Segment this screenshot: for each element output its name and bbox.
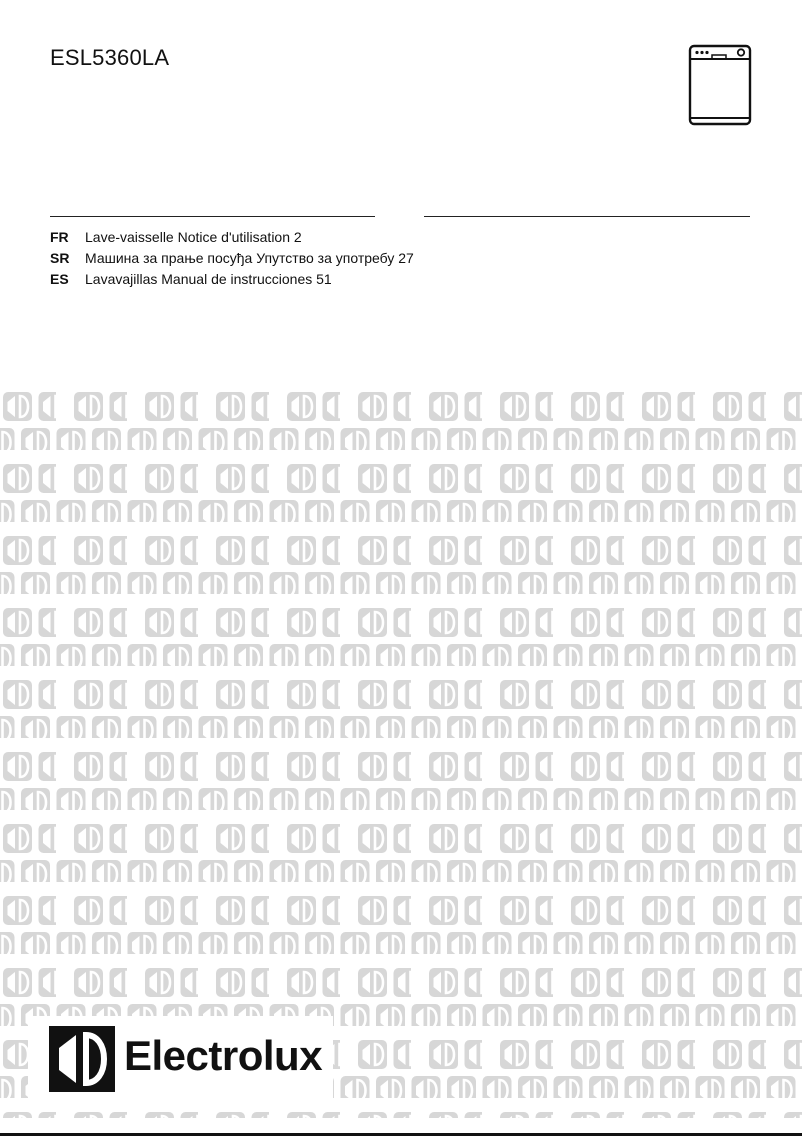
electrolux-logo-pattern xyxy=(0,378,802,1118)
language-title: Машина за прање посуђа Упутство за употребу 27 xyxy=(85,249,414,266)
language-code: FR xyxy=(50,228,69,245)
divider-right xyxy=(424,216,750,217)
model-number: ESL5360LA xyxy=(50,45,170,70)
language-item-sr xyxy=(50,247,414,268)
language-item-es xyxy=(50,268,414,289)
language-list xyxy=(50,226,414,289)
divider-left xyxy=(50,216,375,217)
brand-name: Electrolux xyxy=(124,1032,323,1079)
language-title: Lave-vaisselle Notice d'utilisation 2 xyxy=(85,228,302,245)
language-code: SR xyxy=(50,249,70,266)
language-code: ES xyxy=(50,270,69,287)
language-title: Lavavajillas Manual de instrucciones 51 xyxy=(85,270,332,287)
dishwasher-icon xyxy=(688,44,752,126)
language-item-fr xyxy=(50,226,414,247)
electrolux-logo-mark xyxy=(49,1026,115,1092)
